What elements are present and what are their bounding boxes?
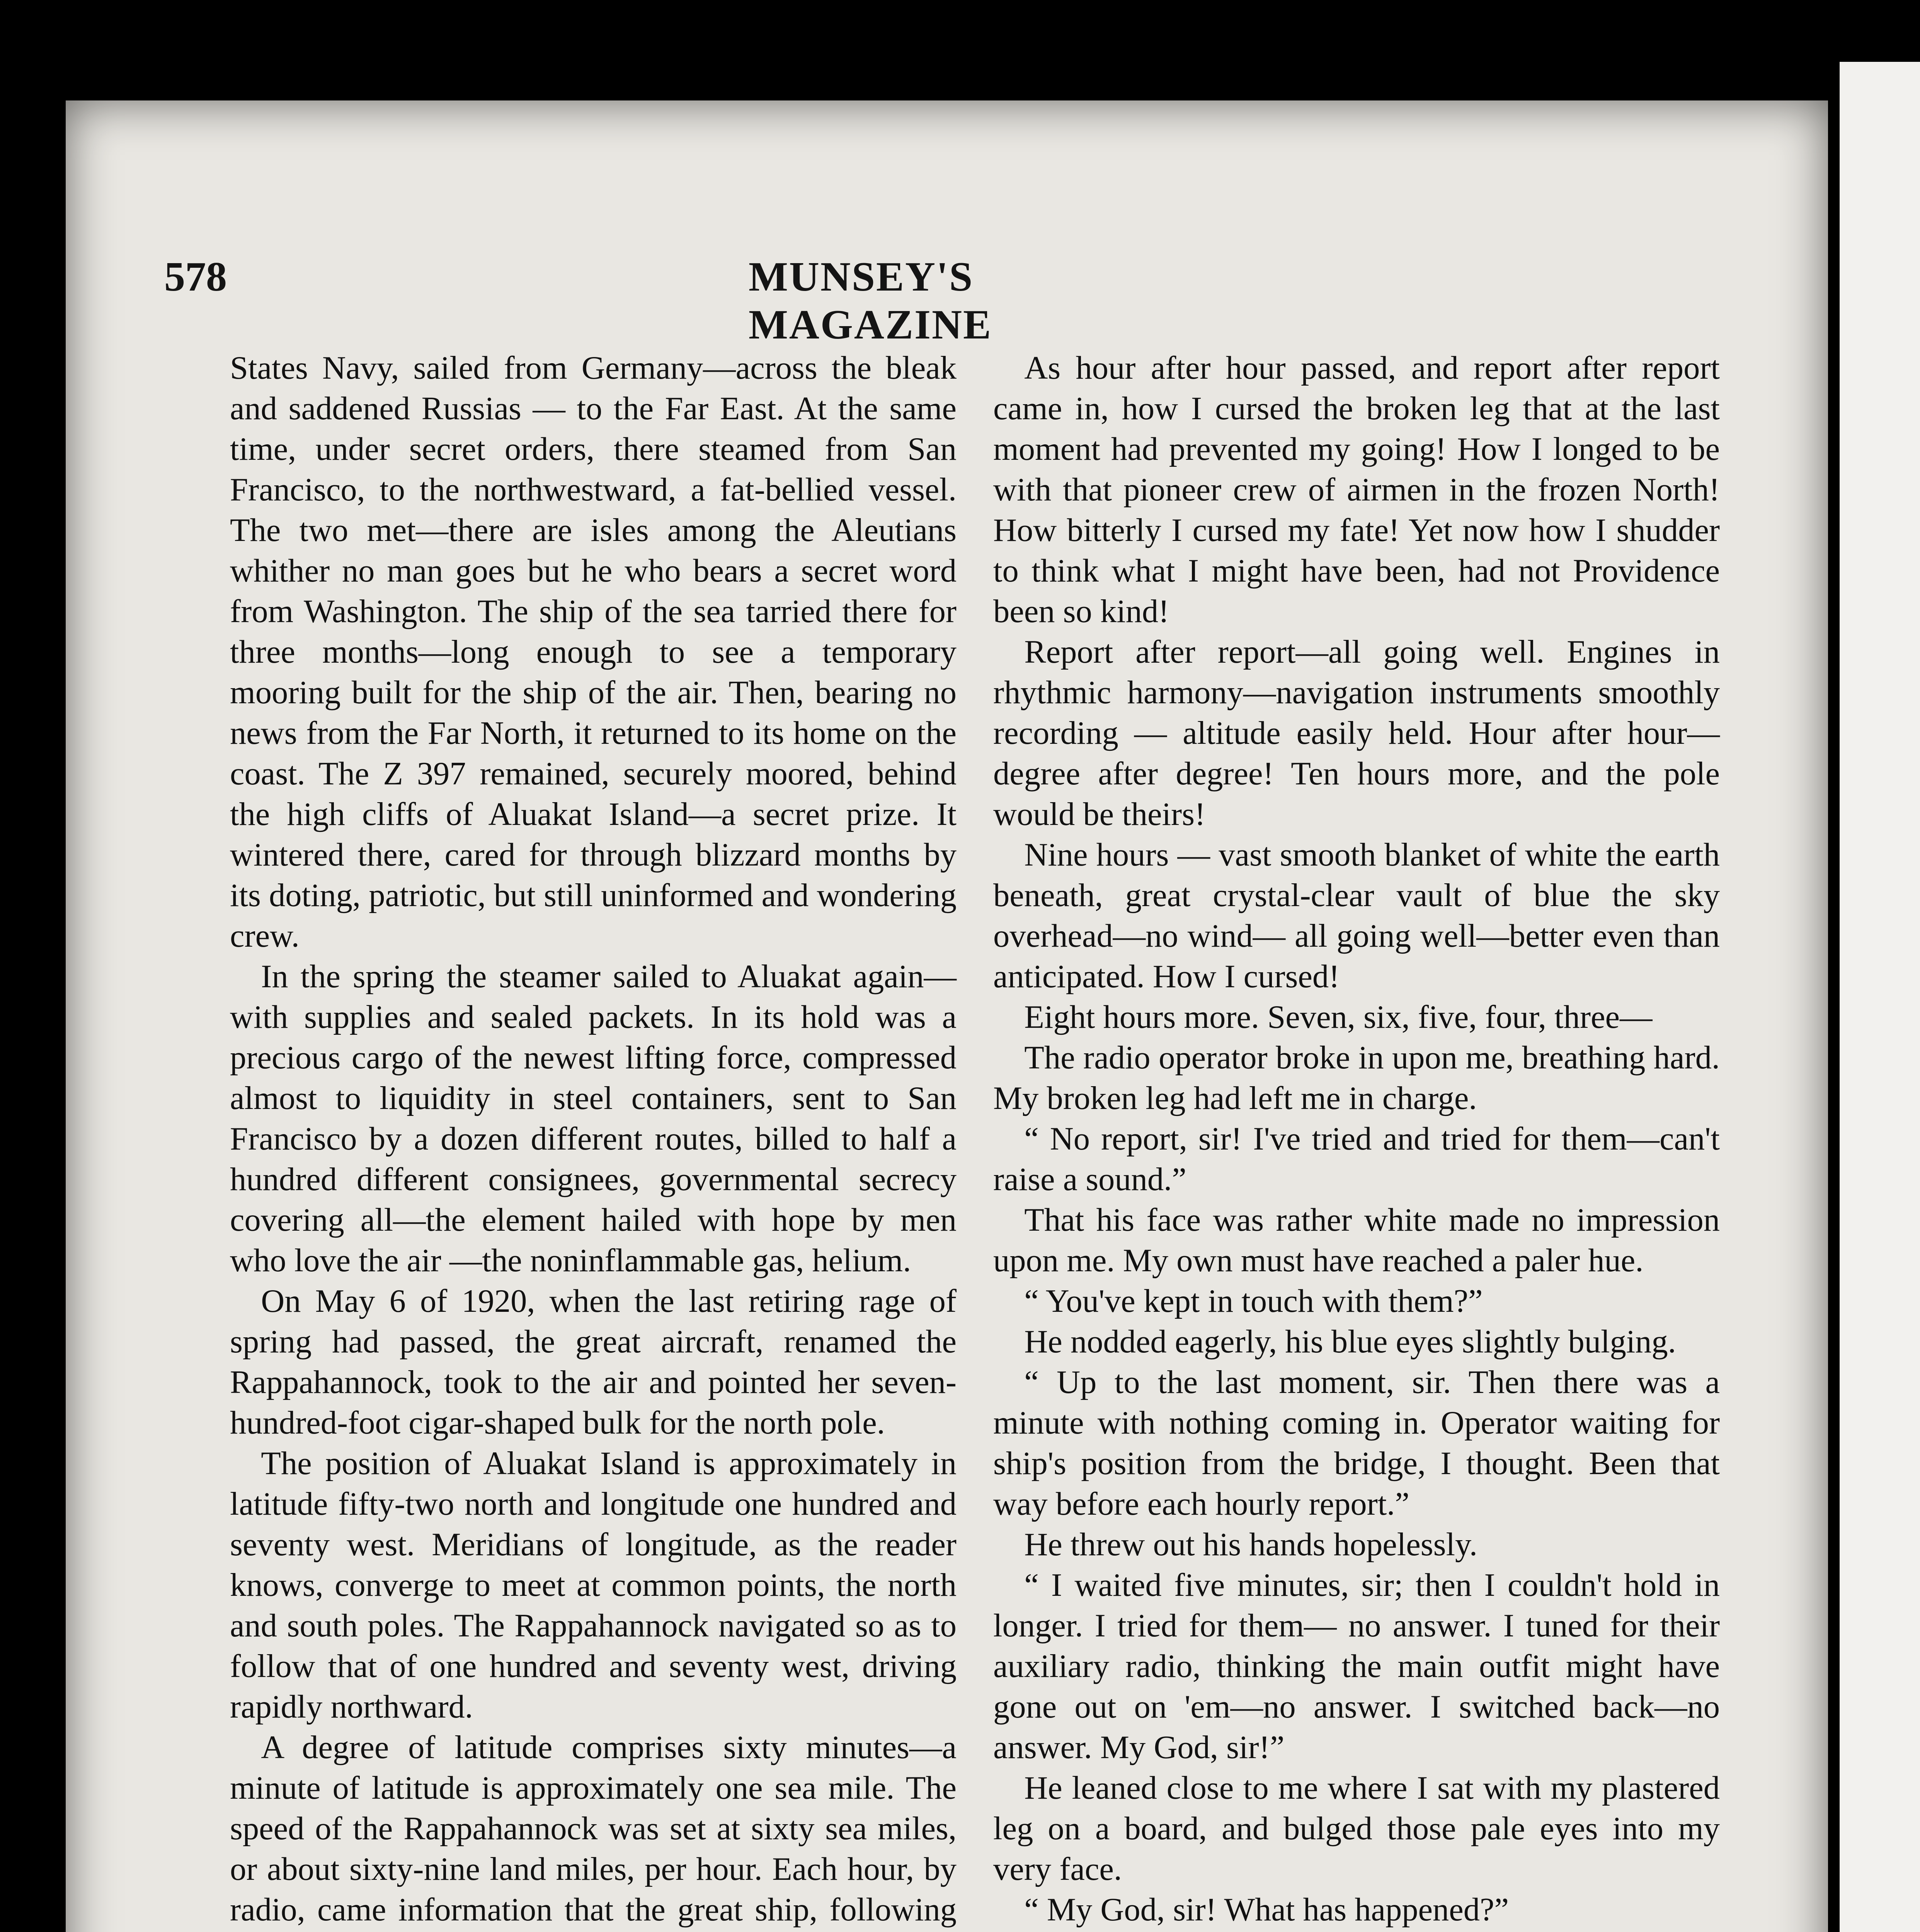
paragraph: In the spring the steamer sailed to Aluakat again—with supplies and sealed packets. In its hold was a precious cargo of the newest lifting force, compressed almost to liquidity in steel containers, sent to San Francisco by a dozen different routes, billed to half a hundred different consignees, governmental secrecy covering all—the element hailed with hope by men who love the air —the noninflammable gas, helium. [230,959,957,1279]
left-text-column [230,348,957,1932]
paragraph: Eight hours more. Seven, six, five, four, three— [1024,999,1653,1035]
paragraph: He threw out his hands hopelessly. [1024,1527,1477,1563]
magazine-title: MUNSEY'S MAGAZINE [749,254,992,348]
paragraph: As hour after hour passed, and report after report came in, how I cursed the broken leg that at the last moment had prevented my going! How I longed to be with that pioneer crew of airmen in the frozen North! How bitterly I cursed my fate! Yet now how I shudder to think what I might have been, had not Providence been so kind! [993,350,1720,629]
paragraph: On May 6 of 1920, when the last retiring rage of spring had passed, the great aircraft, renamed the Rappahannock, took to the air and pointed her seven-hundred-foot cigar-shaped bulk for the north pole. [230,1283,957,1441]
paragraph: “ No report, sir! I've tried and tried for them—can't raise a sound.” [993,1121,1720,1197]
adjacent-page-edge [1840,62,1920,1932]
paragraph: “ You've kept in touch with them?” [1024,1283,1483,1319]
right-text-column [993,348,1720,1932]
paragraph: “ I waited five minutes, sir; then I couldn't hold in longer. I tried for them— no answer. I tuned for their auxiliary radio, thinking the main outfit might have gone out on 'em—no answer. I switched back—no answer. My God, sir!” [993,1567,1720,1765]
paragraph: The position of Aluakat Island is approximately in latitude fifty-two north and longitude one hundred and seventy west. Meridians of longitude, as the reader knows, converge to meet at common points, the north and south poles. The Rappahannock navigated so as to follow that of one hundred and seventy west, driving rapidly northward. [230,1446,957,1725]
paragraph: Report after report—all going well. Engines in rhythmic harmony—navigation instruments smoothly recording — altitude easily held. Hour after hour—degree after degree! Ten hours more, and the pole would be theirs! [993,634,1720,832]
paragraph: States Navy, sailed from Germany—across the bleak and saddened Russias — to the Far East. At the same time, under secret orders, there steamed from San Francisco, to the northwestward, a fat-bellied vessel. The two met—there are isles among the Aleutians whither no man goes but he who bears a secret word from Washington. The ship of the sea tarried there for three months—long enough to see a temporary mooring built for the ship of the air. Then, bearing no news from the Far North, it returned to its home on the coast. The Z 397 remained, securely moored, behind the high cliffs of Aluakat Island—a secret prize. It wintered there, cared for through blizzard months by its doting, patriotic, but still uninformed and wondering crew. [230,350,957,954]
paragraph: “ Up to the last moment, sir. Then there was a minute with nothing coming in. Operator waiting for ship's position from the bridge, I thought. Been that way before each hourly report.” [993,1364,1720,1522]
paragraph: The radio operator broke in upon me, breathing hard. My broken leg had left me in charge. [993,1040,1720,1116]
paragraph: He leaned close to me where I sat with my plastered leg on a board, and bulged those pale eyes into my very face. [993,1770,1720,1887]
paragraph: Nine hours — vast smooth blanket of white the earth beneath, great crystal-clear vault of blue the sky overhead—no wind— all going well—better even than anticipated. How I cursed! [993,837,1720,995]
paragraph [993,1930,1720,1932]
running-header [164,253,1200,348]
paragraph: He nodded eagerly, his blue eyes slightly bulging. [1024,1324,1676,1360]
page-number: 578 [164,254,227,300]
paragraph: A degree of latitude comprises sixty minutes—a minute of latitude is approximately one sea mile. The speed of the Rappahannock was set at sixty sea miles, or about sixty-nine land miles, per hour. Each hour, by radio, came information that the great ship, following [230,1730,957,1928]
paragraph: That his face was rather white made no impression upon me. My own must have reached a paler hue. [993,1202,1720,1279]
paragraph: “ My God, sir! What has happened?” [1024,1892,1509,1928]
